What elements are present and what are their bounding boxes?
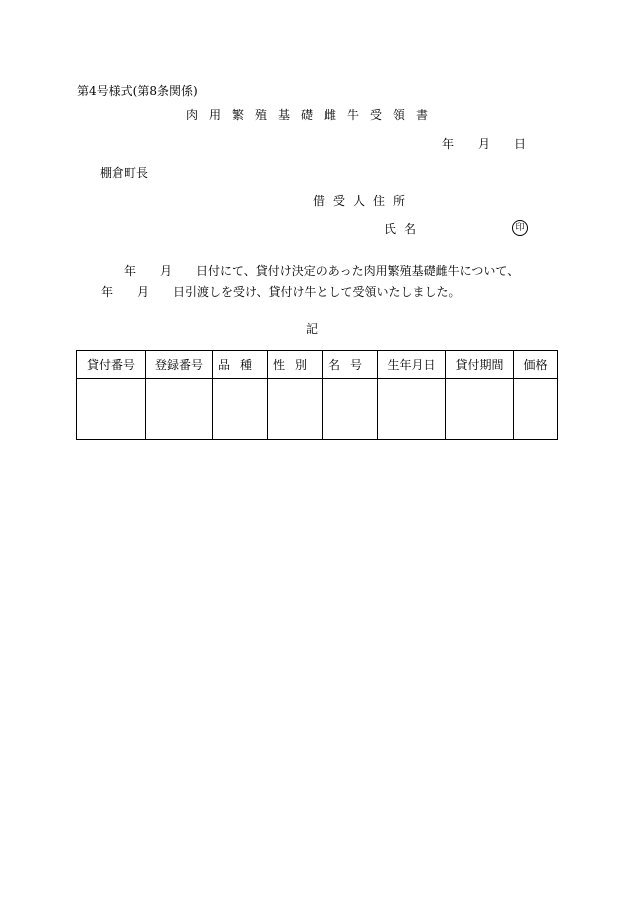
table-header-row — [77, 351, 558, 379]
date-day-label: 日 — [514, 137, 527, 151]
body-line-2-month: 月 — [137, 285, 150, 299]
addressee: 棚倉町長 — [100, 166, 149, 180]
body-line-1-month: 月 — [160, 264, 173, 278]
body-line-2-year: 年 — [101, 285, 114, 299]
header-registration-number: 登録番号 — [146, 351, 213, 379]
body-line-2 — [101, 285, 461, 299]
table-row — [77, 379, 558, 440]
date-line — [442, 137, 526, 151]
cell-animal-name — [323, 379, 378, 440]
header-price: 価格 — [514, 351, 558, 379]
header-loan-number: 貸付番号 — [77, 351, 146, 379]
body-line-2-text: 日引渡しを受け、貸付け牛として受領いたしました。 — [173, 285, 461, 299]
borrower-address-label: 借受人住所 — [313, 194, 414, 208]
cell-birth-date — [378, 379, 446, 440]
date-year-label: 年 — [442, 137, 455, 151]
record-heading: 記 — [306, 322, 319, 336]
borrower-name-label: 氏名 — [384, 222, 425, 236]
body-line-1-year: 年 — [124, 264, 137, 278]
date-month-label: 月 — [478, 137, 491, 151]
header-sex: 性別 — [268, 351, 323, 379]
cell-breed — [213, 379, 268, 440]
cattle-record-table — [76, 350, 558, 440]
body-line-1-text: 日付にて、貸付け決定のあった肉用繁殖基礎雌牛について、 — [196, 264, 520, 278]
header-loan-period: 貸付期間 — [446, 351, 514, 379]
cell-registration-number — [146, 379, 213, 440]
form-number: 第4号様式(第8条関係) — [77, 84, 198, 98]
cell-loan-period — [446, 379, 514, 440]
body-line-1 — [124, 264, 519, 278]
header-birth-date: 生年月日 — [378, 351, 446, 379]
seal-mark: 印 — [512, 220, 528, 236]
cell-price — [514, 379, 558, 440]
cell-loan-number — [77, 379, 146, 440]
header-animal-name: 名号 — [323, 351, 378, 379]
cell-sex — [268, 379, 323, 440]
document-title: 肉用繁殖基礎雌牛受領書 — [186, 108, 440, 122]
header-breed: 品種 — [213, 351, 268, 379]
